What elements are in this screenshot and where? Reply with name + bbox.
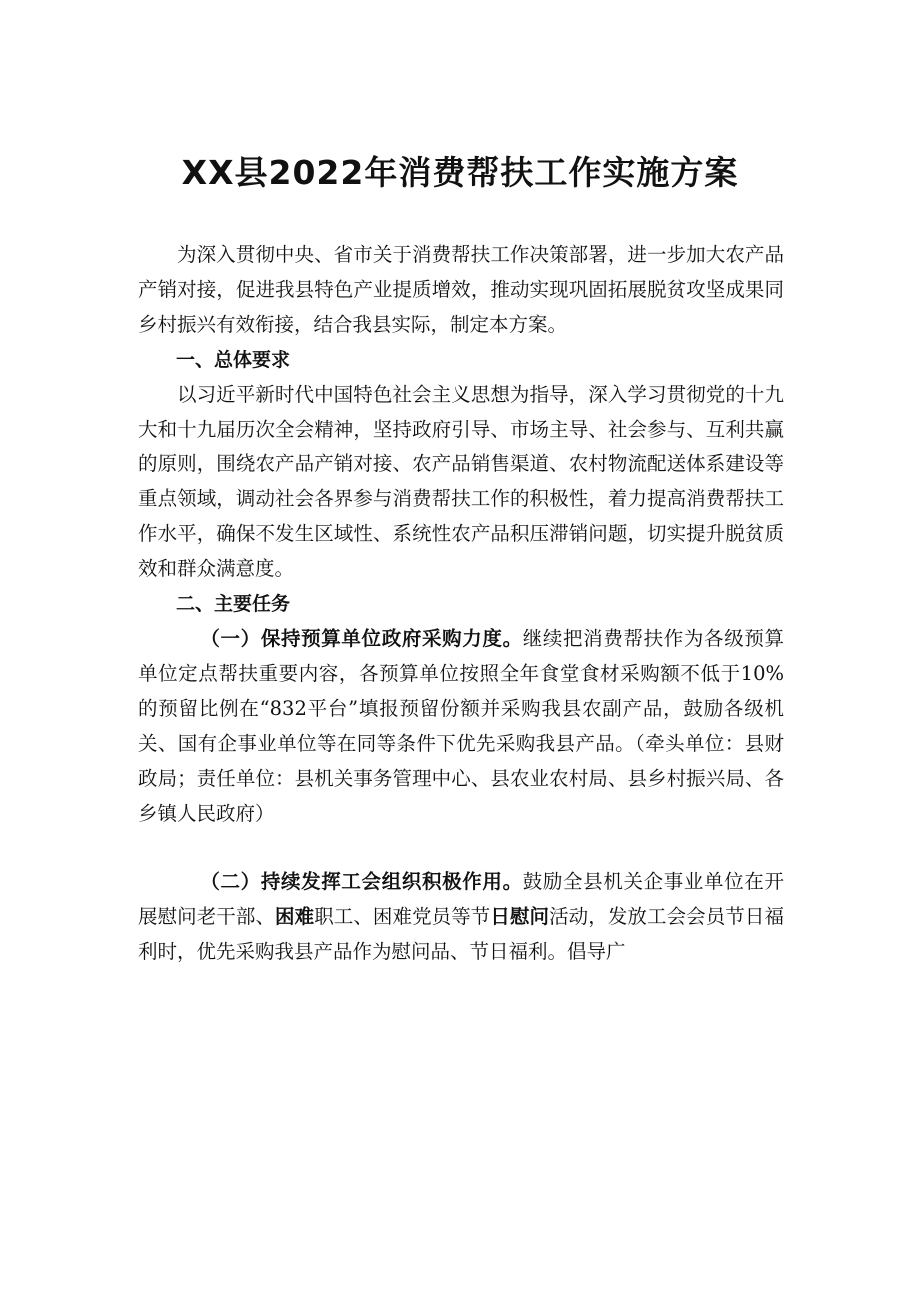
document-title: XX县2022年消费帮扶工作实施方案 — [181, 153, 739, 193]
task-item-1 — [138, 622, 784, 831]
task-item-2 — [138, 865, 784, 970]
intro-paragraph: 为深入贯彻中央、省市关于消费帮扶工作决策部署，进一步加大农产品产销对接，促进我县特色产业提质增效，推动实现巩固拓展脱贫攻坚成果同乡村振兴有效衔接，结合我县实际，制定本方案。 — [138, 243, 784, 336]
document-body — [138, 238, 784, 970]
task-item-1-body: 继续把消费帮扶作为各级预算单位定点帮扶重要内容，各预算单位按照全年食堂食材采购额不低于10%的预留比例在“832平台”填报预留份额并采购我县农副产品，鼓励各级机关、国有企事业单位等在同等条件下优先采购我县产品。（牵头单位：县财政局；责任单位：县机关事务管理中心、县农业农村局、县乡村振兴局、各乡镇人民政府） — [138, 626, 784, 825]
section-heading-main-tasks: 二、主要任务 — [176, 593, 291, 616]
task-item-2-body-part3: 活动，发放工会会员节日福利时，优先采购我县产品作为慰问品、节日福利。倡导广 — [138, 905, 784, 964]
section-heading-general-requirements: 一、总体要求 — [176, 348, 291, 371]
task-item-2-bold1: 困难 — [275, 905, 315, 929]
task-item-2-body-part1: 鼓励全县机关企事业单位在开展慰问老干部、 — [138, 870, 784, 929]
task-item-2-bold2: 日慰问 — [490, 905, 550, 929]
task-item-2-body-part2: 职工、困难党员等节 — [314, 905, 491, 929]
task-item-1-label: （一）保持预算单位政府采购力度。 — [200, 626, 523, 650]
task-item-2-label: （二）持续发挥工会组织积极作用。 — [200, 870, 523, 894]
general-requirements-paragraph: 以习近平新时代中国特色社会主义思想为指导，深入学习贯彻党的十九大和十九届历次全会精神，坚持政府引导、市场主导、社会参与、互利共赢的原则，围绕农产品产销对接、农产品销售渠道、农村物流配送体系建设等重点领域，调动社会各界参与消费帮扶工作的积极性，着力提高消费帮扶工作水平，确保不发生区域性、系统性农产品积压滞销问题，切实提升脱贫质效和群众满意度。 — [138, 382, 784, 581]
